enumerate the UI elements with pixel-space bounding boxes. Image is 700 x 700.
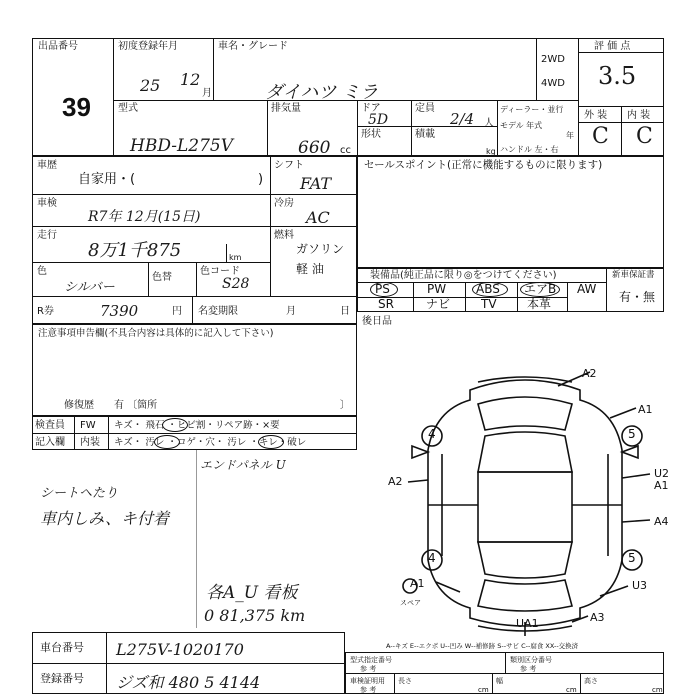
score-value: 3.5 [598, 62, 637, 90]
displacement-label: 排気量 [271, 103, 301, 114]
ext-grade: C [592, 124, 609, 149]
mark-a4: A4 [654, 515, 669, 528]
circle-abs [472, 282, 508, 297]
height-label: 高さ [584, 677, 598, 685]
ac-label: 冷房 [274, 198, 294, 209]
name-change-month: 月 [286, 306, 296, 317]
mark-a1-rear-left: A1 [410, 577, 425, 590]
model-label: 型式 [118, 103, 138, 114]
first-reg-year: 25 [140, 76, 161, 95]
mark-ua1: UA1 [516, 617, 539, 630]
int-label: 内 装 [627, 110, 651, 121]
equipment-label: 装備品(純正品に限り◎をつけてください) [370, 270, 557, 281]
name-change-label: 名変期限 [198, 306, 238, 317]
color-code-label: 色コード [200, 266, 240, 277]
equip-tv: TV [481, 297, 497, 311]
mark-a2-left: A2 [388, 475, 403, 488]
circle-stain-1 [154, 435, 180, 449]
mark-5-rear: 5 [628, 551, 636, 565]
spare-label: スペア [400, 599, 421, 607]
history-value: 自家用・( [78, 172, 136, 187]
inspector-row2: キズ・ 汚レ ・コゲ・穴・ 汚レ ・キレ・破レ [114, 437, 307, 448]
equip-abs: ABS [476, 282, 500, 296]
mark-a2-top: A2 [582, 367, 597, 380]
mileage-value: 8万1千875 [88, 240, 182, 261]
yen-unit: 円 [172, 306, 182, 317]
load-label: 積載 [415, 129, 435, 140]
mileage-label: 走行 [37, 230, 57, 241]
cm-unit-2: cm [566, 686, 577, 694]
circle-airbag [520, 282, 560, 297]
doors-label: ドア [361, 103, 381, 114]
new-warranty-label: 新車保証書 [612, 270, 655, 280]
mark-a1-right: A1 [654, 479, 669, 492]
model-value: HBD-L275V [130, 136, 234, 156]
mark-4-front: 4 [428, 427, 436, 441]
repair-close: 〕 [340, 400, 350, 411]
capacity-label: 定員 [415, 103, 435, 114]
color-label: 色 [37, 266, 47, 277]
cm-unit-3: cm [652, 686, 663, 694]
dealer-label: ディーラー・並行 [500, 105, 564, 114]
history-label: 車歴 [37, 160, 57, 171]
fuel-gas: ガソリン [296, 242, 345, 256]
equip-airbag: エアB [524, 282, 557, 296]
repair-value: 有 〔箇所 [114, 400, 158, 411]
chassis-value: L275V-1020170 [116, 640, 244, 659]
cert-ref: 参 考 [360, 686, 377, 694]
shift-label: シフト [274, 160, 304, 171]
type-label: 型式指定番号 [350, 656, 392, 664]
circle-stain-2 [258, 435, 284, 449]
class-ref: 参 考 [520, 665, 537, 673]
first-reg-label: 初度登録年月 [118, 41, 178, 52]
cm-unit-1: cm [478, 686, 489, 694]
shift-value: FAT [300, 174, 332, 193]
km-unit: km [229, 253, 242, 262]
sales-label: セールスポイント(正常に機能するものに限ります) [364, 159, 603, 171]
score-label: 評 価 点 [594, 41, 631, 52]
color-code-value: S28 [222, 276, 250, 292]
equip-aw: AW [577, 282, 597, 296]
drive-2wd: 2WD [541, 54, 565, 65]
inspector-label-1: 検査員 [35, 420, 65, 431]
equip-navi: ナビ [426, 297, 451, 311]
mark-u2: U2 [654, 467, 670, 480]
warranty-value: 有・無 [619, 290, 656, 304]
sales-frame [357, 156, 664, 268]
int-grade: C [636, 124, 653, 149]
mark-u3: U3 [632, 579, 648, 592]
handle-label: ハンドル 左・右 [500, 145, 559, 154]
recycle-label: R券 [37, 306, 54, 317]
note-seat: シートヘたり [40, 486, 119, 501]
ac-value: AC [306, 208, 330, 227]
inspector-row1: キズ・ 飛石 ・ヒビ割・リペア跡・×要 [114, 420, 280, 431]
displacement-value: 660 [298, 138, 331, 158]
capacity-value: 2/4 [450, 110, 475, 128]
reg-label: 登録番号 [40, 672, 84, 685]
note-mileage: 0 81,375 km [204, 606, 306, 625]
note-interior: 車内しみ、キ付着 [40, 509, 169, 528]
first-reg-month: 12 [180, 70, 201, 89]
car-name-label: 車名・グレード [218, 41, 288, 52]
inspector-row1-head: FW [80, 420, 96, 431]
inspection-value: R7年 12月(15日) [88, 209, 201, 225]
inspector-label-2: 記入欄 [35, 437, 65, 448]
color-change-label: 色替 [152, 272, 172, 283]
chassis-label: 車台番号 [40, 641, 84, 654]
drive-4wd: 4WD [541, 78, 565, 89]
circle-ps [370, 282, 398, 297]
equip-ps: PS [375, 282, 390, 296]
history-close: ) [258, 172, 264, 187]
inspection-label: 車検 [37, 198, 57, 209]
mark-a3: A3 [590, 611, 605, 624]
fuel-label: 燃料 [274, 230, 294, 241]
color-value: シルバー [64, 280, 115, 295]
equip-pw: PW [427, 282, 447, 296]
mark-5-front: 5 [628, 427, 636, 441]
ext-label: 外 装 [584, 110, 608, 121]
mark-4-rear: 4 [428, 551, 436, 565]
length-label: 長さ [398, 677, 412, 685]
cert-label: 車検証明用 [350, 677, 385, 685]
circle-chipping [162, 418, 188, 432]
person-unit: 人 [484, 118, 494, 129]
cc-unit: cc [340, 145, 351, 156]
lot-label: 出品番号 [38, 41, 78, 52]
width-label: 幅 [496, 677, 503, 685]
note-parts: 各A_U 看板 [206, 583, 298, 603]
lot-number: 39 [62, 92, 91, 122]
damage-legend: A--キズ E--エクボ U--凹み W--補修跡 S--サビ C--腐食 XX--交換済 [386, 642, 579, 650]
note-end-panel: エンドパネル U [200, 458, 286, 472]
notes-label: 注意事項申告欄(不具合内容は具体的に記入して下さい) [38, 328, 274, 339]
type-ref: 参 考 [360, 665, 377, 673]
rear-seat-label: 後日品 [362, 316, 392, 327]
equip-leather: 本革 [527, 297, 552, 311]
year-unit: 年 [566, 131, 574, 140]
month-unit: 月 [202, 88, 212, 99]
recycle-value: 7390 [100, 302, 139, 320]
model-year-label: モデル 年式 [500, 121, 543, 130]
kg-unit: kg [486, 147, 496, 156]
shape-label: 形状 [361, 129, 381, 140]
repair-label: 修復歴 [64, 400, 94, 411]
inspector-row2-head: 内装 [80, 437, 100, 448]
car-name: ダイハツ ミラ [265, 82, 379, 103]
class-label: 類別区分番号 [510, 656, 552, 664]
equip-sr: SR [378, 297, 394, 311]
doors-value: 5D [368, 112, 389, 128]
reg-value: ジズ和 480 5 4144 [116, 673, 261, 692]
mark-a1-top: A1 [638, 403, 653, 416]
name-change-day: 日 [340, 306, 350, 317]
fuel-diesel: 軽 油 [296, 262, 324, 276]
